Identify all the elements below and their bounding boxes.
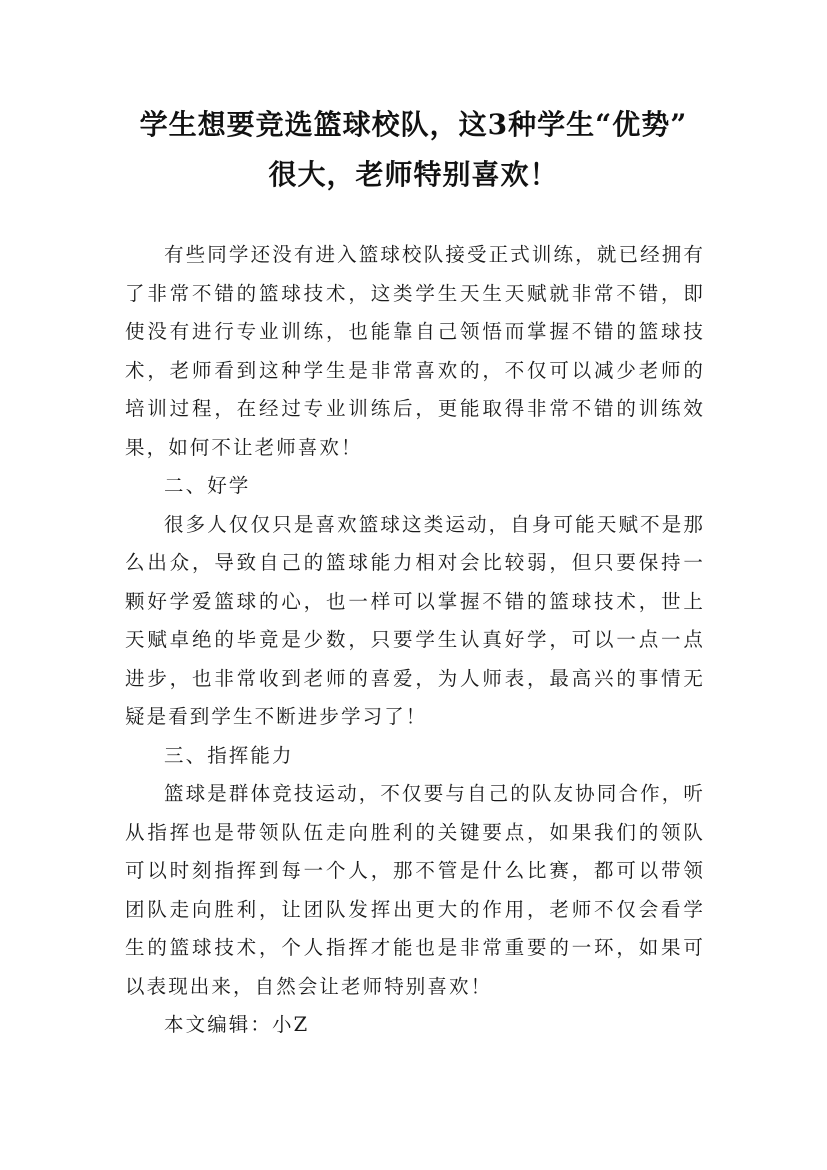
title-line-1: 学生想要竞选篮球校队，这3种学生“优势” bbox=[139, 108, 688, 141]
title-line-2: 很大，老师特别喜欢！ bbox=[268, 158, 559, 191]
editor-credit: 本文编辑：小Z bbox=[164, 1013, 310, 1036]
section-heading-hardworking: 二、好学 bbox=[164, 474, 251, 497]
paragraph-leadership: 篮球是群体竞技运动，不仅要与自己的队友协同合作，听从指挥也是带领队伍走向胜利的关键要点，如果我们的领队可以时刻指挥到每一个人，那不管是什么比赛，都可以带领团队走向胜利，让团队发挥出更大的作用，老师不仅会看学生的篮球技术，个人指挥才能也是非常重要的一环，如果可以表现出来，自然会让老师特别喜欢！ bbox=[125, 782, 705, 998]
document-body bbox=[125, 236, 705, 1045]
paragraph-hardworking: 很多人仅仅只是喜欢篮球这类运动，自身可能天赋不是那么出众，导致自己的篮球能力相对会比较弱，但只要保持一颗好学爱篮球的心，也一样可以掌握不错的篮球技术，世上天赋卓绝的毕竟是少数，只要学生认真好学，可以一点一点进步，也非常收到老师的喜爱，为人师表，最高兴的事情无疑是看到学生不断进步学习了！ bbox=[125, 512, 705, 728]
paragraph-intro: 有些同学还没有进入篮球校队接受正式训练，就已经拥有了非常不错的篮球技术，这类学生天生天赋就非常不错，即使没有进行专业训练，也能靠自己领悟而掌握不错的篮球技术，老师看到这种学生是非常喜欢的，不仅可以减少老师的培训过程，在经过专业训练后，更能取得非常不错的训练效果，如何不让老师喜欢！ bbox=[125, 243, 705, 459]
document-title bbox=[100, 100, 727, 200]
section-heading-leadership: 三、指挥能力 bbox=[164, 743, 294, 767]
